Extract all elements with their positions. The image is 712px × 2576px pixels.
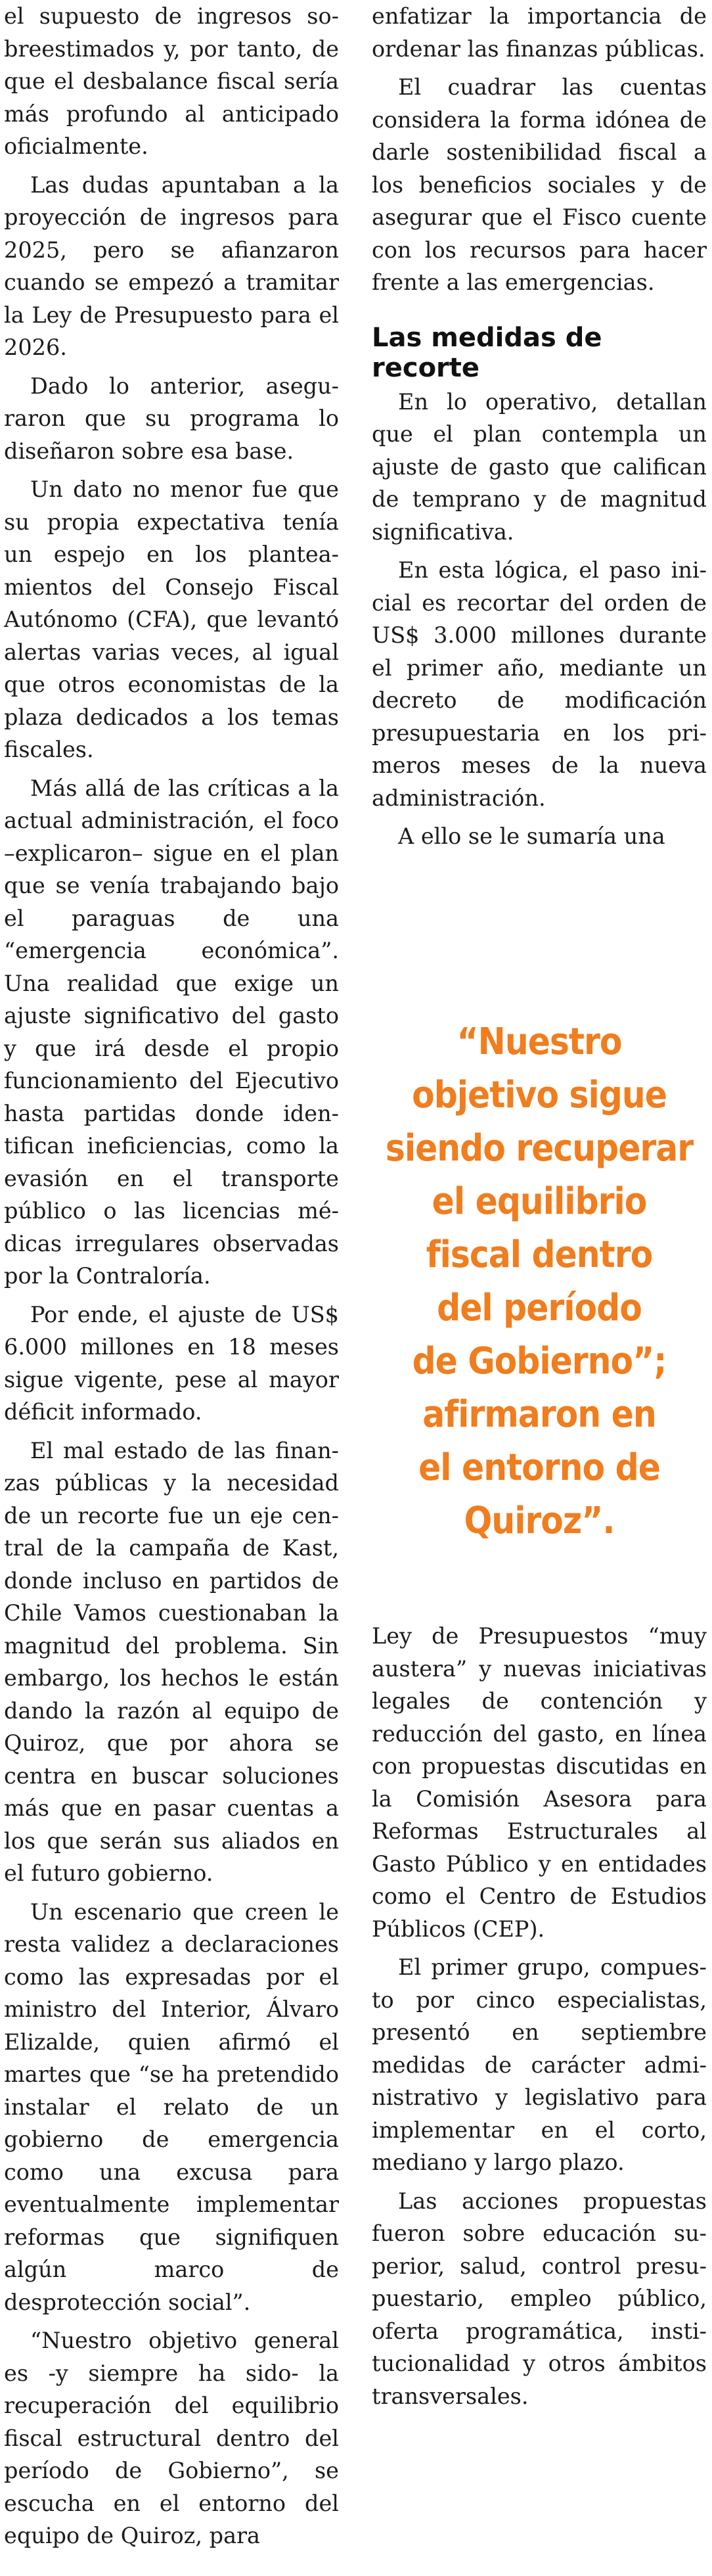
paragraph: Por ende, el ajuste de US$ 6.000 millones en 18 meses sigue vigente, pese al mayor déficit informado. (4, 1301, 339, 1425)
pull-quote-line: afirmaron en (422, 1393, 656, 1436)
paragraph: En lo operativo, detallan que el plan contempla un ajuste de gasto que califican de temprano y de magnitud significativa. (372, 388, 707, 545)
paragraph: Un escenario que creen le resta validez a declaraciones como las expresadas por el ministro del Interior, Álvaro Elizalde, quien afirmó el martes que “se ha pretendido instalar el relato de un gobierno de emergencia como una excusa para eventualmente implementar reformas que signifiquen algún marco de desprotección social”. (4, 1898, 339, 2315)
pull-quote-line: el equilibrio (432, 1180, 647, 1223)
paragraph: Más allá de las críticas a la actual administración, el foco –explicaron– sigue en el plan que se venía trabajando bajo el paraguas de una “emergencia económica”. Una realidad que exige un ajuste significativo del gasto y que irá desde el propio funcionamiento del Ejecutivo hasta partidas donde identifican ineficiencias, como la evasión en el transporte público o las licencias médicas irregulares observadas por la Contraloría. (4, 775, 339, 1289)
paragraph: Dado lo anterior, aseguraron que su programa lo diseñaron sobre esa base. (4, 373, 339, 464)
pull-quote (372, 1015, 707, 1548)
paragraph: El primer grupo, compuesto por cinco especialistas, presentó en septiembre medidas de carácter administrativo y legislativo para implementar en el corto, mediano y largo plazo. (372, 1954, 707, 2175)
paragraph: Un dato no menor fue que su propia expectativa tenía un espejo en los planteamientos del Consejo Fiscal Autónomo (CFA), que levantó alertas varias veces, al igual que otros economistas de la plaza dedicados a los temas fiscales. (4, 476, 339, 762)
pull-quote-line: objetivo sigue (412, 1074, 667, 1116)
paragraph: El mal estado de las finanzas públicas y la necesidad de un recorte fue un eje central de la campaña de Kast, donde incluso en partidos de Chile Vamos cuestionaban la magnitud del problema. Sin embargo, los hechos le están dando la razón al equipo de Quiroz, que por ahora se centra en buscar soluciones más que en pasar cuentas a los que serán sus aliados en el futuro gobierno. (4, 1437, 339, 1886)
pull-quote-line: de Gobierno”; (412, 1340, 667, 1383)
paragraph: Ley de Presupuestos “muy austera” y nuevas iniciativas legales de contención y reducción del gasto, en línea con propuestas discutidas en la Comisión Asesora para Reformas Estructurales al Gasto Público y en entidades como el Centro de Estudios Públicos (CEP). (372, 1623, 707, 1942)
left-column (4, 0, 339, 2552)
pull-quote-line: siendo recuperar (385, 1127, 694, 1170)
paragraph: “Nuestro objetivo general es -y siempre ha sido- la recuperación del equilibrio fiscal estructural dentro del período de Gobierno”, se escucha en el entorno del equipo de Quiroz, para (4, 2328, 339, 2548)
paragraph: Las acciones propuestas fueron sobre educación superior, salud, control presupuestario, empleo público, oferta programática, institucionalidad y otros ámbitos transversales. (372, 2188, 707, 2409)
pull-quote-line: “Nuestro (456, 1021, 622, 1063)
paragraph: Las dudas apuntaban a la proyección de ingresos para 2025, pero se afianzaron cuando se empezó a tramitar la Ley de Presupuesto para el 2026. (4, 172, 339, 360)
section-subhead: Las medidas de recorte (372, 322, 602, 383)
paragraph: A ello se le sumaría una (398, 823, 665, 849)
paragraph: enfatizar la importancia de ordenar las finanzas públicas. (372, 3, 707, 62)
paragraph: En esta lógica, el paso inicial es recortar del orden de US$ 3.000 millones durante el primer año, mediante un decreto de modificación presupuestaria en los primeros meses de la nueva administración. (372, 557, 707, 811)
pull-quote-line: fiscal dentro (426, 1233, 653, 1276)
paragraph: el supuesto de ingresos sobreestimados y, por tanto, de que el desbalance fiscal sería más profundo al anticipado oficialmente. (4, 3, 339, 159)
pull-quote-line: el entorno de (418, 1446, 660, 1489)
right-column-lower (372, 1620, 707, 2412)
pull-quote-line: Quiroz”. (464, 1500, 615, 1542)
paragraph: El cuadrar las cuentas considera la forma idónea de darle sostenibilidad fiscal a los beneficios sociales y de asegurar que el Fisco cuente con los recursos para hacer frente a las emergencias. (372, 74, 707, 295)
pull-quote-line: del período (437, 1287, 642, 1329)
right-column-top (372, 0, 707, 853)
